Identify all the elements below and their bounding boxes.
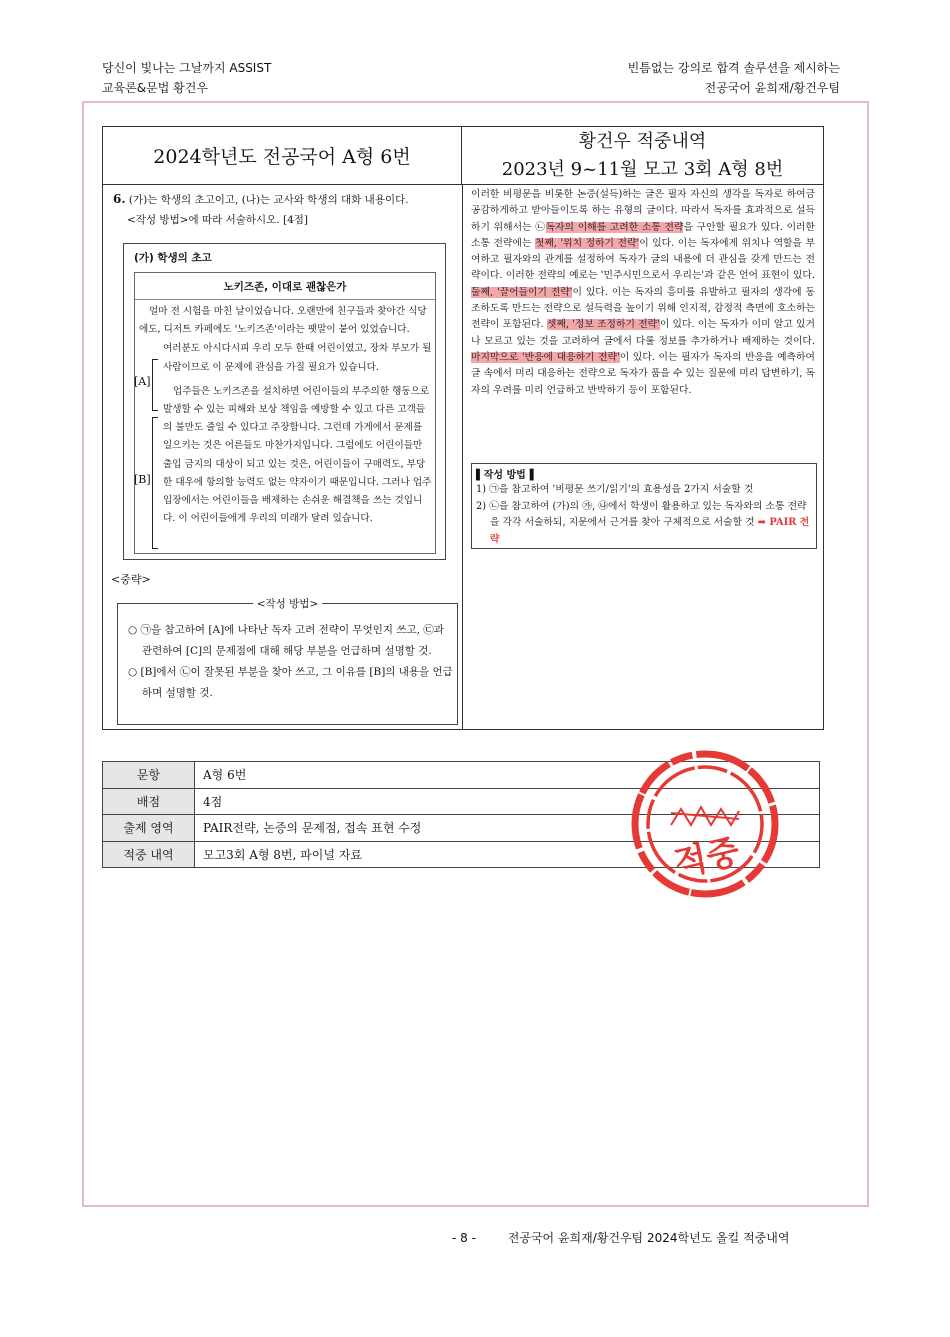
question-method-title: <작성 방법>: [253, 596, 323, 611]
marker-a: [A]: [134, 375, 151, 388]
header-team: 전공국어 윤희재/황건우팀: [704, 81, 840, 95]
question-method-box: [117, 598, 458, 725]
instruction-line1: (가)는 학생의 초고이고, (나)는 교사와 학생의 대화 내용이다.: [128, 194, 409, 206]
essay-section-a: 여러분도 아시다시피 우리 모두 한때 어린이였고, 장차 부모가 될 사람이므로 이 문제에 관심을 가질 필요가 있습니다.: [163, 343, 432, 373]
info-value: 4점: [195, 788, 820, 815]
question-method-item-2: ○ [B]에서 ㉡이 잘못된 부분을 찾아 쓰고, 그 이유를 [B]의 내용을 언급하며 설명할 것.: [128, 666, 453, 699]
mock-title: [462, 127, 823, 185]
draft-label: (가) 학생의 초고: [134, 252, 212, 264]
mock-passage: [471, 187, 815, 399]
essay-box: [134, 272, 436, 554]
bracket-a: [152, 359, 153, 411]
question-title: 2024학년도 전공국어 A형 6번: [103, 127, 462, 185]
info-key: 출제 영역: [103, 815, 195, 842]
question-table: [102, 126, 824, 730]
essay-body: [139, 303, 433, 528]
info-key: 배점: [103, 788, 195, 815]
essay-title: 노키즈존, 이대로 괜찮은가: [223, 281, 347, 293]
marker-b: [B]: [134, 473, 151, 486]
header-left: [102, 58, 271, 98]
omitted-marker: <중략>: [111, 573, 151, 586]
mock-text-2: 을 구안할 필요가 있다. 이러한 소통 전략에는: [471, 221, 815, 249]
mock-text-5: 이 있다. 이는 독자가 이미 알고 있거나 모르고 있는 것을 고려하여 글에서 다룰 정보를 추가하거나 배제하는 것이다.: [471, 319, 815, 347]
header-slogan: 당신이 빛나는 그날까지 ASSIST: [102, 61, 272, 75]
info-key: 적중 내역: [103, 841, 195, 868]
info-key: 문항: [103, 762, 195, 789]
mock-text-1: 이러한 비평문을 비롯한 논증(설득)하는 글은 필자 자신의 생각을 독자로 하여금 공감하게하고 받아들이도록 하는 유형의 글이다. 따라서 독자를 효과적으로 설득하기 위해서는 ㉡: [471, 189, 815, 233]
footer-text: 전공국어 윤희재/황건우팀 2024학년도 올킬 적중내역: [507, 1231, 790, 1245]
essay-section-b: 업주들은 노키즈존을 설치하면 어린이들의 부주의한 행동으로 발생할 수 있는 피해와 보상 책임을 예방할 수 있고 다른 고객들의 불만도 줄일 수 있다고 주장합니다. 그런데 가게에서 문제를 일으키는 것은 어른들도 마찬가지입니다. 그럼에도 어린이들만 출입 금지의 대상이 되고 있는 것은, 어린이들이 구매력도, 부당한 대우에 항의할 능력도 없는 약자이기 때문입니다. 그러나 업주 입장에서는 어린이들을 배제하는 손쉬운 해결책을 쓰는 것입니다. 이 어린이들에게 우리의 미래가 달려 있습니다.: [163, 385, 432, 525]
mock-method-title: ▌작성 방법▐: [476, 470, 534, 481]
info-value: 모고3회 A형 8번, 파이널 자료: [195, 841, 820, 868]
header-author: 교육론&문법 황건우: [102, 81, 208, 95]
question-number: 6.: [113, 192, 126, 206]
mock-text-3: 이 있다. 이는 독자에게 위치나 역할을 부여하고 필자와의 관계를 설정하여 독자가 글의 내용에 더 관심을 갖게 만드는 전략이다. 이러한 전략의 예로는 '민주시민으로서 우리는'과 같은 언어 표현이 있다.: [471, 237, 815, 282]
hit-stamp: [629, 749, 781, 899]
bracket-b: [152, 417, 153, 549]
essay-paragraph-1: 얼마 전 시험을 마친 날이었습니다. 오랜만에 친구들과 찾아간 식당에도, 디저트 카페에도 '노키즈존'이라는 팻말이 붙어 있었습니다.: [139, 306, 427, 336]
highlight-5: 마지막으로 '반응에 대응하기 전략': [471, 351, 620, 363]
stamp-text: 적중: [670, 831, 744, 885]
info-value: A형 6번: [195, 762, 820, 789]
mock-method-box: [471, 463, 817, 549]
footer: [452, 1229, 789, 1246]
highlight-2: 첫째, '위치 정하기 전략': [534, 237, 640, 249]
highlight-3: 둘째, '끌어들이기 전략': [471, 286, 573, 298]
highlight-4: 셋째, '정보 조정하기 전략': [546, 319, 660, 331]
mock-title-line1: 황건우 적중내역: [578, 131, 707, 152]
header-right: [628, 58, 840, 98]
mock-method-item-2: [476, 499, 814, 549]
highlight-1: 독자의 이해를 고려한 소통 전략: [545, 221, 684, 233]
header-tagline: 빈틈없는 강의로 합격 솔루션을 제시하는: [627, 61, 840, 75]
mock-method-item-2-text: 2) ㉡을 참고하여 (가)의 ㉮, ㉯에서 학생이 활용하고 있는 독자와의 소통 전략을 각각 서술하되, 지문에서 근거를 찾아 구체적으로 서술할 것: [476, 500, 807, 528]
pair-strategy-label: ➡ PAIR 전략: [490, 517, 810, 545]
mock-method-item-1: 1) ㉠을 참고하여 '비평문 쓰기/읽기'의 효용성을 2가지 서술할 것: [476, 484, 754, 495]
mock-title-line2: 2023년 9~11월 모고 3회 A형 8번: [501, 159, 784, 180]
stamp-stars: [671, 807, 739, 825]
mock-text-6: 이 있다. 이는 필자가 독자의 반응을 예측하여 글 속에서 미리 대응하는 전략으로 독자가 품을 수 있는 질문에 미리 답변하기, 독자의 우려를 미리 언급하고 반박하기 등이 포함된다.: [471, 351, 815, 396]
question-method-item-1: ○ ㉠을 참고하여 [A]에 나타난 독자 고려 전략이 무엇인지 쓰고, ㉢과 관련하여 [C]의 문제점에 대해 해당 부분을 언급하며 설명할 것.: [128, 624, 444, 657]
column-divider: [462, 185, 463, 729]
essay-divider: [135, 299, 435, 300]
question-method-body: [128, 620, 453, 704]
mock-method-body: [476, 482, 814, 548]
student-draft-box: [123, 243, 446, 560]
page-number: - 8 -: [452, 1231, 476, 1245]
question-instruction: [113, 189, 458, 230]
mock-text-4: 이 있다. 이는 독자의 흥미를 유발하고 필자의 생각에 동조하도록 만드는 전략으로 설득력을 높이기 위해 인지적, 감정적 측면에 호소하는 전략이 포함된다.: [471, 286, 816, 331]
instruction-line2: <작성 방법>에 따라 서술하시오. [4점]: [127, 214, 309, 226]
info-value: PAIR전략, 논증의 문제점, 접속 표현 수정: [195, 815, 820, 842]
